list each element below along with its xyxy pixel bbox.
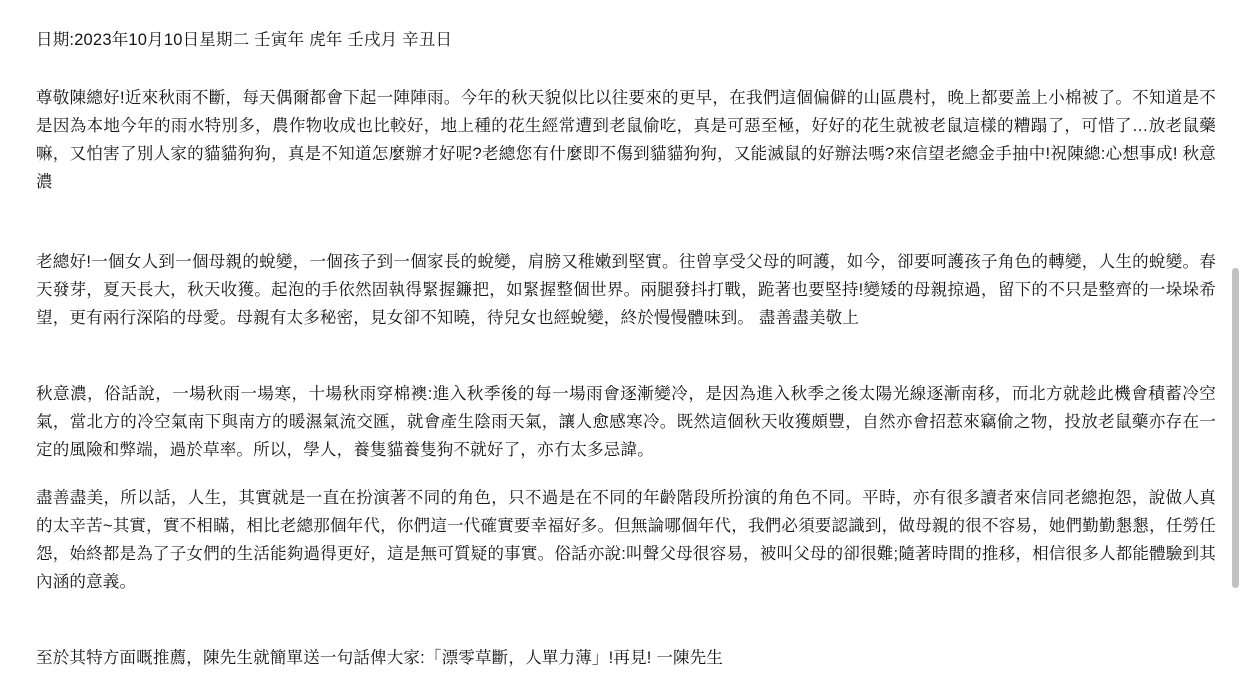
paragraph-1: 尊敬陳總好!近來秋雨不斷，每天偶爾都會下起一陣陣雨。今年的秋天貌似比以往要來的更早，在我們這個偏僻的山區農村，晚上都要盖上小棉被了。不知道是不是因為本地今年的雨水特別多，農作物收成也比較好，地上種的花生經常遭到老鼠偷吃，真是可惡至極，好好的花生就被老鼠這樣的糟蹋了，可惜了…放老鼠藥嘛，又怕害了別人家的貓貓狗狗，真是不知道怎麼辦才好呢?老總您有什麼即不傷到貓貓狗狗，又能滅鼠的好辦法嗎?來信望老總金手抽中!祝陳總:心想事成! 秋意濃 bbox=[36, 89, 1216, 191]
paragraph-spacer bbox=[36, 596, 1216, 644]
paragraph-spacer bbox=[36, 196, 1216, 248]
paragraph-5: 至於其特方面嘅推薦，陳先生就簡單送一句話俾大家:「漂零草斷，人單力薄」!再見! 一陳先生 bbox=[36, 649, 724, 667]
paragraph-spacer bbox=[36, 332, 1216, 380]
paragraph-3: 秋意濃，俗話說，一場秋雨一場寒，十場秋雨穿棉襖:進入秋季後的每一場雨會逐漸變冷，是因為進入秋季之後太陽光線逐漸南移，而北方就趁此機會積蓄冷空氣，當北方的冷空氣南下與南方的暖濕氣流交匯，就會產生陰雨天氣，讓人愈感寒冷。既然這個秋天收獲頗豐，自然亦會招惹來竊偷之物，投放老鼠藥亦存在一定的風險和弊端，過於草率。所以，學人，養隻貓養隻狗不就好了，亦冇太多忌諱。 bbox=[36, 385, 1216, 459]
document-body bbox=[36, 26, 1216, 672]
vertical-scrollbar[interactable] bbox=[1228, 0, 1242, 698]
paragraph-spacer bbox=[36, 464, 1216, 484]
scrollbar-thumb[interactable] bbox=[1232, 268, 1239, 588]
paragraph-2: 老總好!一個女人到一個母親的蛻變，一個孩子到一個家長的蛻變，肩膀又稚嫩到堅實。往曾享受父母的呵護，如今，卻要呵護孩子角色的轉變，人生的蛻變。春天發芽，夏天長大，秋天收獲。起泡的手依然固執得緊握鐮把，如緊握整個世界。兩腿發抖打戰，跪著也要堅持!變矮的母親掠過，留下的不只是整齊的一垛垛希望，更有兩行深陷的母愛。母親有太多秘密，見女卻不知曉，待兒女也經蛻變，終於慢慢體味到。 盡善盡美敬上 bbox=[36, 253, 1216, 327]
date-line: 日期:2023年10月10日星期二 壬寅年 虎年 壬戌月 辛丑日 bbox=[36, 31, 453, 49]
paragraph-4: 盡善盡美，所以話，人生，其實就是一直在扮演著不同的角色，只不過是在不同的年齡階段所扮演的角色不同。平時，亦有很多讀者來信同老總抱怨，說做人真的太辛苦~其實，實不相瞞，相比老總那個年代，你們這一代確實要幸福好多。但無論哪個年代，我們必須要認識到，做母親的很不容易，她們勤勤懇懇，任勞任怨，始終都是為了子女們的生活能夠過得更好，這是無可質疑的事實。俗話亦說:叫聲父母很容易，被叫父母的卻很難;隨著時間的推移，相信很多人都能體驗到其內涵的意義。 bbox=[36, 489, 1216, 591]
